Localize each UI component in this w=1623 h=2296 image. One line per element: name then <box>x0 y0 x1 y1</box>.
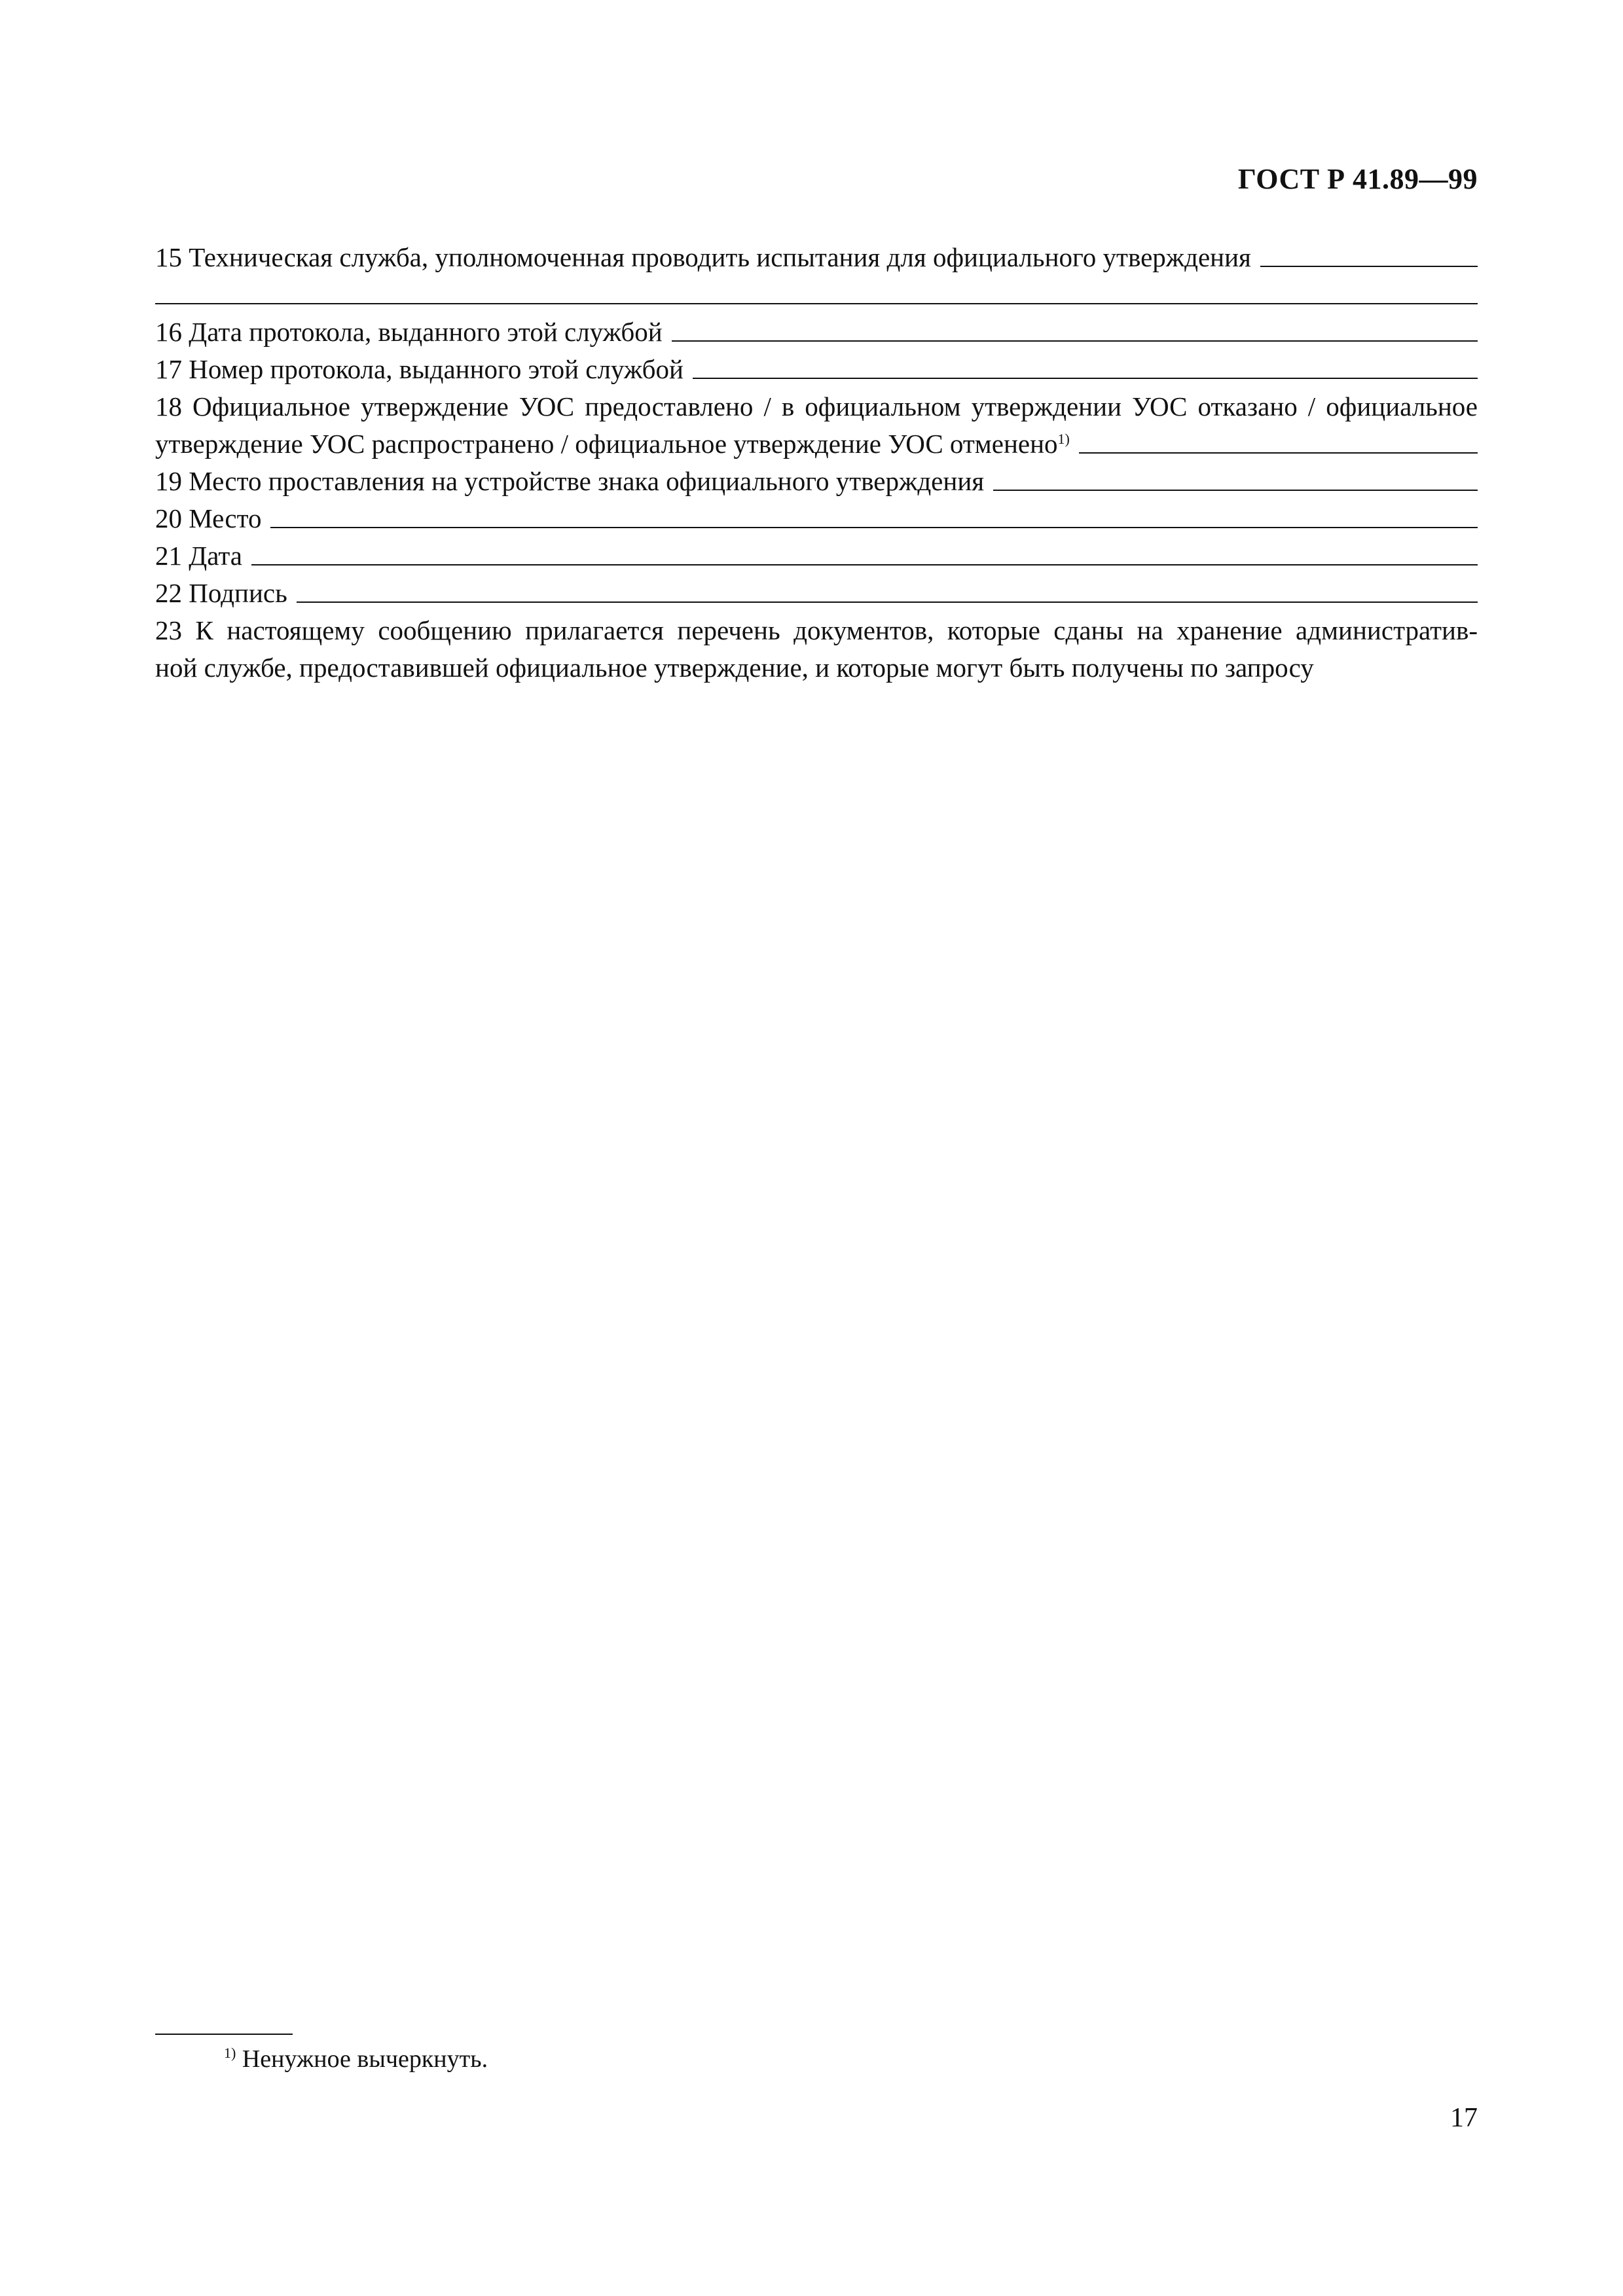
form-item-19-label: 19 Место проставления на устройстве знака официального утверждения <box>155 466 985 496</box>
form-item-18 <box>155 388 1478 463</box>
form-item-17-label: 17 Номер протокола, выданного этой службой <box>155 354 684 384</box>
form-item-18-field[interactable] <box>1079 452 1478 454</box>
footnote-text: Ненужное вычеркнуть. <box>242 2045 488 2073</box>
document-header: ГОСТ Р 41.89—99 <box>1237 163 1478 195</box>
form-item-19-field[interactable] <box>993 490 1478 491</box>
form-item-23 <box>155 612 1478 687</box>
form-item-23-line-2: ной службе, предоставившей официальное утверждение, и которые могут быть получены по запросу <box>155 653 1314 683</box>
form-item-20 <box>155 500 1478 537</box>
form-item-23-line-1: 23 К настоящему сообщению прилагается перечень документов, которые сданы на хранение административ- <box>155 615 1478 645</box>
form-item-16-label: 16 Дата протокола, выданного этой службой <box>155 317 663 347</box>
form-content <box>155 239 1478 687</box>
form-item-21 <box>155 537 1478 575</box>
form-item-21-label: 21 Дата <box>155 541 242 571</box>
form-item-15 <box>155 239 1478 276</box>
page-number: 17 <box>1450 2103 1478 2133</box>
form-item-16 <box>155 314 1478 351</box>
form-item-18-line-1: 18 Официальное утверждение УОС предоставлено / в официальном утверждении УОС отказано / официальное <box>155 391 1478 422</box>
form-item-22-label: 22 Подпись <box>155 578 287 608</box>
form-item-21-field[interactable] <box>251 564 1478 565</box>
form-item-16-field[interactable] <box>672 340 1478 342</box>
form-item-15-field[interactable] <box>1260 266 1478 267</box>
form-item-19 <box>155 463 1478 500</box>
form-item-17-field[interactable] <box>693 378 1478 379</box>
form-item-22 <box>155 575 1478 612</box>
form-item-18-label-text: утверждение УОС распространено / официальное утверждение УОС отменено <box>155 429 1058 459</box>
form-item-17 <box>155 351 1478 388</box>
form-item-20-label: 20 Место <box>155 503 262 533</box>
form-item-18-label <box>155 425 1070 463</box>
form-item-15-label: 15 Техническая служба, уполномоченная проводить испытания для официального утверждения <box>155 242 1251 272</box>
form-item-15-continuation <box>155 276 1478 314</box>
footnote-reference: 1) <box>1057 431 1070 447</box>
form-item-15-field-continued[interactable] <box>155 303 1478 304</box>
footnote <box>224 2041 488 2077</box>
form-item-18-line-2 <box>155 425 1478 463</box>
form-item-20-field[interactable] <box>270 527 1478 528</box>
footnote-separator <box>155 2034 293 2035</box>
footnote-marker: 1) <box>224 2045 236 2061</box>
form-item-22-field[interactable] <box>297 601 1478 603</box>
